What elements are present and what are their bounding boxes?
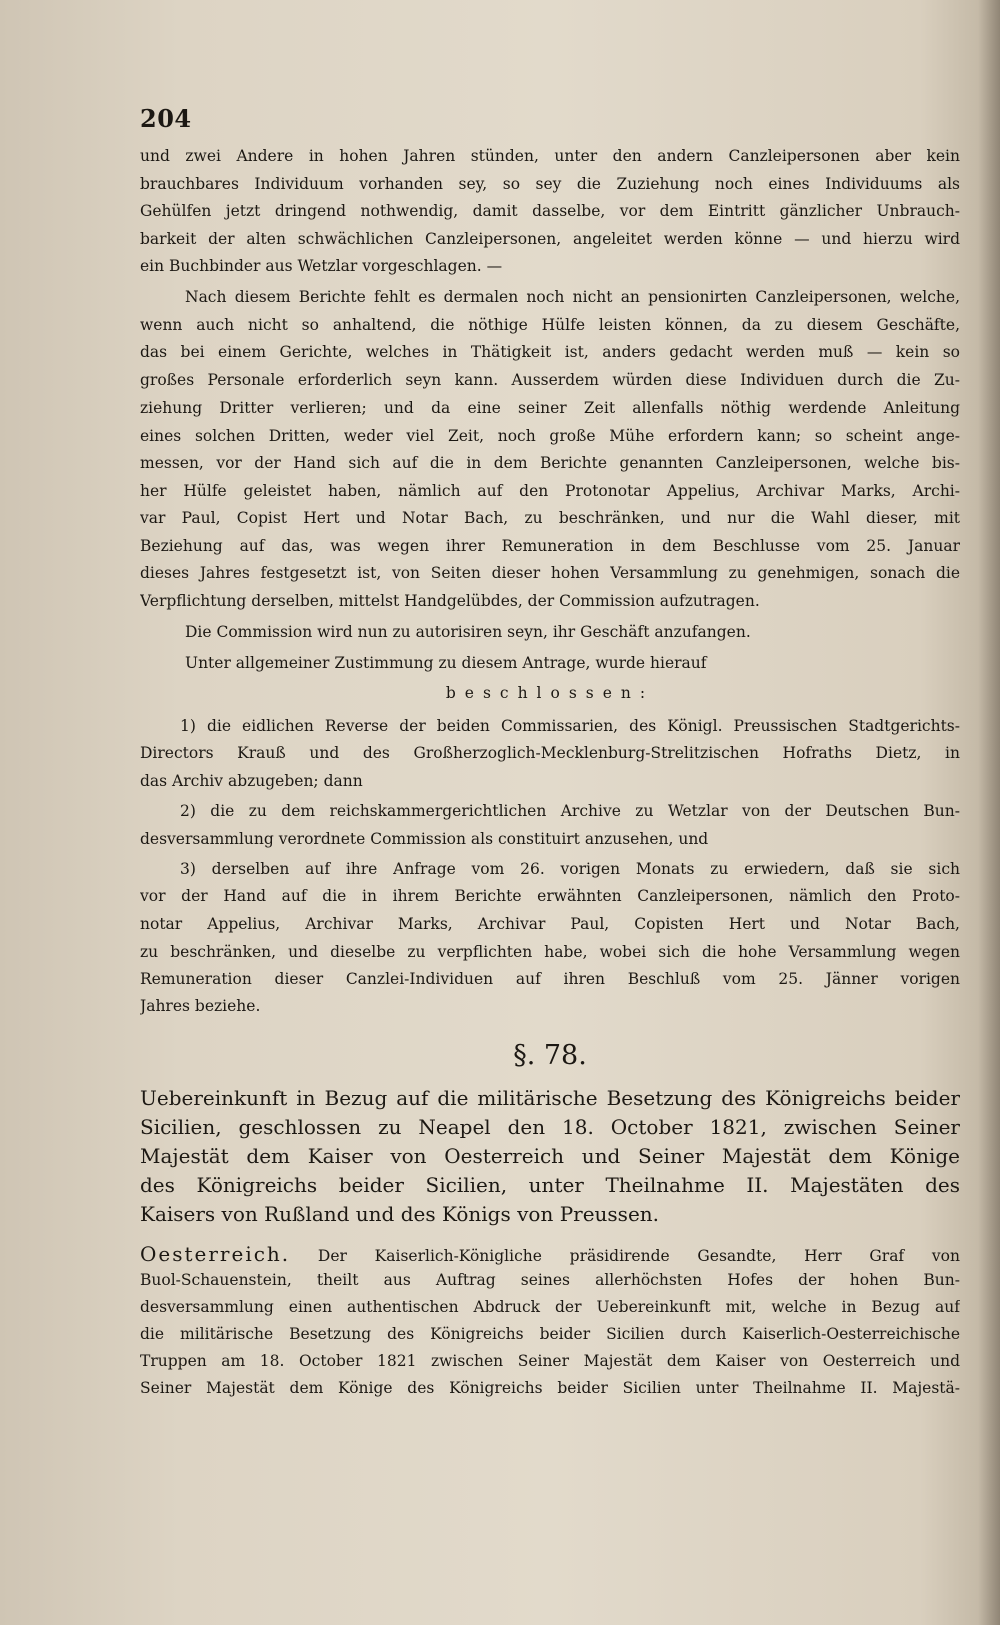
text-line: Beziehung auf das, was wegen ihrer Remuneration in dem Beschlusse vom 25. Januar — [140, 537, 960, 555]
list-item-line: zu beschränken, und dieselbe zu verpflichten habe, wobei sich die hohe Versammlung wegen — [140, 943, 960, 961]
text-line — [140, 1241, 960, 1267]
list-item-line: Directors Krauß und des Großherzoglich-Mecklenburg-Strelitzischen Hofraths Dietz, in — [140, 744, 960, 762]
text-line: eines solchen Dritten, weder viel Zeit, noch große Mühe erfordern kann; so scheint ange- — [140, 427, 960, 445]
list-item-line: das Archiv abzugeben; dann — [140, 772, 363, 790]
text-line: Verpflichtung derselben, mittelst Handgelübdes, der Commission aufzutragen. — [140, 592, 760, 610]
text-line: var Paul, Copist Hert und Notar Bach, zu beschränken, und nur die Wahl dieser, mit — [140, 509, 960, 527]
page-number: 204 — [140, 104, 192, 133]
list-item-line: 2) die zu dem reichskammergerichtlichen Archive zu Wetzlar von der Deutschen Bun- — [180, 802, 960, 820]
list-item-line: Remuneration dieser Canzlei-Individuen auf ihren Beschluß vom 25. Jänner vorigen — [140, 970, 960, 988]
text-line: Truppen am 18. October 1821 zwischen Seiner Majestät dem Kaiser von Oesterreich und — [140, 1352, 960, 1370]
list-item-line: notar Appelius, Archivar Marks, Archivar Paul, Copisten Hert und Notar Bach, — [140, 915, 960, 933]
text-line: desversammlung einen authentischen Abdruck der Uebereinkunft mit, welche in Bezug auf — [140, 1298, 960, 1316]
text-line: barkeit der alten schwächlichen Canzleipersonen, angeleitet werden könne — und hierzu wird — [140, 230, 960, 248]
text-line: die militärische Besetzung des Königreichs beider Sicilien durch Kaiserlich-Oesterreichische — [140, 1325, 960, 1343]
text-line: brauchbares Individuum vorhanden sey, so sey die Zuziehung noch eines Individuums als — [140, 175, 960, 193]
section-heading-line: Sicilien, geschlossen zu Neapel den 18. October 1821, zwischen Seiner — [140, 1115, 960, 1139]
section-heading-line: Uebereinkunft in Bezug auf die militärische Besetzung des Königreichs beider — [140, 1086, 960, 1110]
text-line: messen, vor der Hand sich auf die in dem Berichte genannten Canzleipersonen, welche bis- — [140, 454, 960, 472]
text-line: großes Personale erforderlich seyn kann. Ausserdem würden diese Individuen durch die Zu- — [140, 371, 960, 389]
text-line: Nach diesem Berichte fehlt es dermalen noch nicht an pensionirten Canzleipersonen, welche, — [185, 288, 960, 306]
section-heading-line: Kaisers von Rußland und des Königs von Preussen. — [140, 1202, 660, 1226]
section-heading-line: des Königreichs beider Sicilien, unter Theilnahme II. Majestäten des — [140, 1173, 960, 1197]
country-lead: Oesterreich. — [140, 1242, 291, 1266]
text-line: das bei einem Gerichte, welches in Thätigkeit ist, anders gedacht werden muß — kein so — [140, 343, 960, 361]
section-number: §. 78. — [513, 1040, 587, 1071]
list-item-line: desversammlung verordnete Commission als constituirt anzusehen, und — [140, 830, 709, 848]
text-line: Die Commission wird nun zu autorisiren seyn, ihr Geschäft anzufangen. — [185, 623, 751, 641]
text-line: Gehülfen jetzt dringend nothwendig, damit dasselbe, vor dem Eintritt gänzlicher Unbrauch- — [140, 202, 960, 220]
text-line: wenn auch nicht so anhaltend, die nöthige Hülfe leisten können, da zu diesem Geschäfte, — [140, 316, 960, 334]
text-line: und zwei Andere in hohen Jahren stünden, unter den andern Canzleipersonen aber kein — [140, 147, 960, 165]
text-line: her Hülfe geleistet haben, nämlich auf den Protonotar Appelius, Archivar Marks, Archi- — [140, 482, 960, 500]
text-line: Buol-Schauenstein, theilt aus Auftrag seines allerhöchsten Hofes der hohen Bun- — [140, 1271, 960, 1289]
beschlossen-heading: beschlossen: — [445, 684, 655, 702]
text-line: ein Buchbinder aus Wetzlar vorgeschlagen. — — [140, 257, 503, 275]
text-line: ziehung Dritter verlieren; und da eine seiner Zeit allenfalls nöthig werdende Anleitung — [140, 399, 960, 417]
list-item-line: 1) die eidlichen Reverse der beiden Commissarien, des Königl. Preussischen Stadtgerichts- — [180, 717, 960, 735]
list-item-line: vor der Hand auf die in ihrem Berichte erwähnten Canzleipersonen, nämlich den Proto- — [140, 887, 960, 905]
text-line: Unter allgemeiner Zustimmung zu diesem Antrage, wurde hierauf — [185, 654, 707, 672]
list-item-line: Jahres beziehe. — [140, 997, 261, 1015]
list-item-line: 3) derselben auf ihre Anfrage vom 26. vorigen Monats zu erwiedern, daß sie sich — [180, 860, 960, 878]
page-edge-shadow — [978, 0, 1000, 1625]
section-heading-line: Majestät dem Kaiser von Oesterreich und Seiner Majestät dem Könige — [140, 1144, 960, 1168]
text-line: Seiner Majestät dem Könige des Königreichs beider Sicilien unter Theilnahme II. Majestä- — [140, 1379, 960, 1397]
text-span: Der Kaiserlich-Königliche präsidirende Gesandte, Herr Graf von — [317, 1247, 960, 1265]
text-line: dieses Jahres festgesetzt ist, von Seiten dieser hohen Versammlung zu genehmigen, sonach die — [140, 564, 960, 582]
